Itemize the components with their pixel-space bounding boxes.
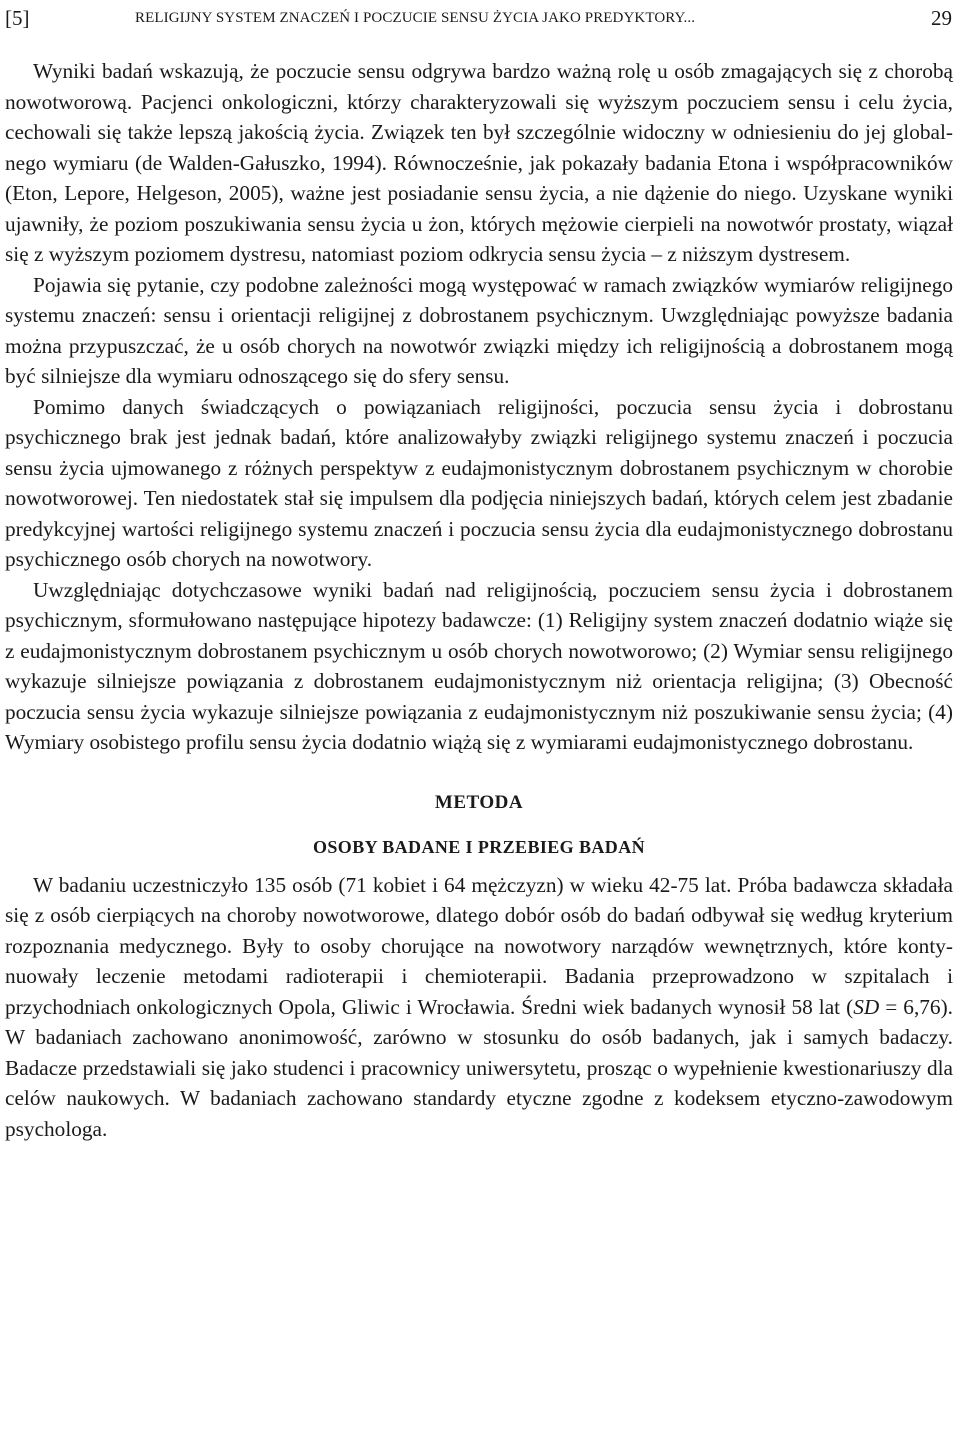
paragraph: Uwzględniając dotychczasowe wyniki badań nad religijnością, poczuciem sensu życia i dobrostanem psychicznym, sformułowano następujące hipotezy badawcze: (1) Religijny system znaczeń dodatnio wiąże się z eudajmonistycznym dobrostanem psychicznym u osób chorych nowotworowo; (2) Wymiar sensu religijnego wykazuje silniejsze powiązania z dobrostanem eudajmonistycznym niż orientacja religijna; (3) Obecność poczucia sensu życia wykazuje silniejsze powiązania z eudajmonistycznym niż poszukiwanie sensu życia; (4) Wymiary osobistego profilu sensu życia dodatnio wiążą się z wymiarami eudajmonistycznego dobrostanu. — [5, 577, 953, 754]
paragraph: Pojawia się pytanie, czy podobne zależności mogą występować w ramach związków wymiarów religijnego systemu znaczeń: sensu i orientacji religijnej z dobrostanem psychicznym. Uwzględniając powyższe badania można przypuszczać, że u osób chorych na nowotwór związki między ich religijnością a dobrostanem mogą być silniejsze dla wymiaru odnoszącego się do sfery sensu. — [5, 272, 953, 388]
method-text-part: = 6,76). W badaniach zachowano anonimowość, zarówno w stosunku do osób badanych, jak i samych badaczy. Badacze przedstawiali się jako studenci i pracownicy uniwersytetu, prosząc o wypełnienie kwestionariuszy dla celów naukowych. W badaniach zachowano standardy etyczne zgodne z kodeksem etyczno-zawodowym psychologa. — [5, 994, 953, 1141]
sd-symbol: SD — [853, 994, 880, 1019]
running-header — [5, 4, 952, 32]
paragraph: Wyniki badań wskazują, że poczucie sensu odgrywa bardzo ważną rolę u osób zmagających się z chorobą nowotworową. Pacjenci onkologiczni, którzy charakteryzowali się wyższym poczuciem sensu i celu życia, cechowali się także lepszą jakością życia. Związek ten był szczególnie widoczny w odniesieniu do jej globalnego wymiaru (de Walden-Gałuszko, 1994). Równocześnie, jak pokazały badania Etona i współpracowników (Eton, Lepore, Helgeson, 2005), ważne jest posiadanie sensu życia, a nie dążenie do niego. Uzyskane wyniki ujawniły, że poziom poszukiwania sensu życia u żon, których mężowie cierpieli na nowotwór prostaty, wiązał się z wyższym poziomem dystresu, natomiast poziom odkrycia sensu życia – z niższym dystresem. — [5, 59, 953, 266]
method-text-part: W badaniu uczestniczyło 135 osób (71 kobiet i 64 mężczyzn) w wieku 42-75 lat. Próba badawcza składała się z osób cierpiących na choroby nowotworowe, dlatego dobór osób do badań odbywał się według kryterium rozpoznania medycznego. Były to osoby chorujące na nowotwory narządów wewnętrznych, które kontynuowały leczenie metodami radioterapii i chemioterapii. Badania przeprowadzono w szpitalach i przychodniach onkologicznych Opola, Gliwic i Wrocławia. Średni wiek badanych wynosił 58 lat ( — [5, 872, 953, 1019]
article-body — [5, 56, 953, 1144]
method-paragraph — [5, 870, 953, 1145]
section-number: [5] — [5, 6, 30, 30]
paragraph: Pomimo danych świadczących o powiązaniach religijności, poczucia sensu życia i dobrostanu psychicznego brak jest jednak badań, które analizowałyby związki religijnego systemu znaczeń i poczucia sensu życia ujmowanego z różnych perspektyw z eudajmonistycznym dobrostanem psychicznym w chorobie nowotworowej. Ten niedostatek stał się impulsem dla podjęcia niniejszych badań, których celem jest zbadanie predykcyjnej wartości religijnego systemu znaczeń i poczucia sensu życia dla eudajmonistycznego dobrostanu psychicznego osób chorych na nowotwory. — [5, 394, 953, 571]
section-heading: METODA — [434, 791, 524, 813]
running-title: RELIGIJNY SYSTEM ZNACZEŃ I POCZUCIE SENSU ŻYCIA JAKO PREDYKTORY... — [135, 10, 696, 26]
page-number: 29 — [931, 6, 952, 30]
subsection-heading: OSOBY BADANE I PRZEBIEG BADAŃ — [313, 836, 645, 857]
